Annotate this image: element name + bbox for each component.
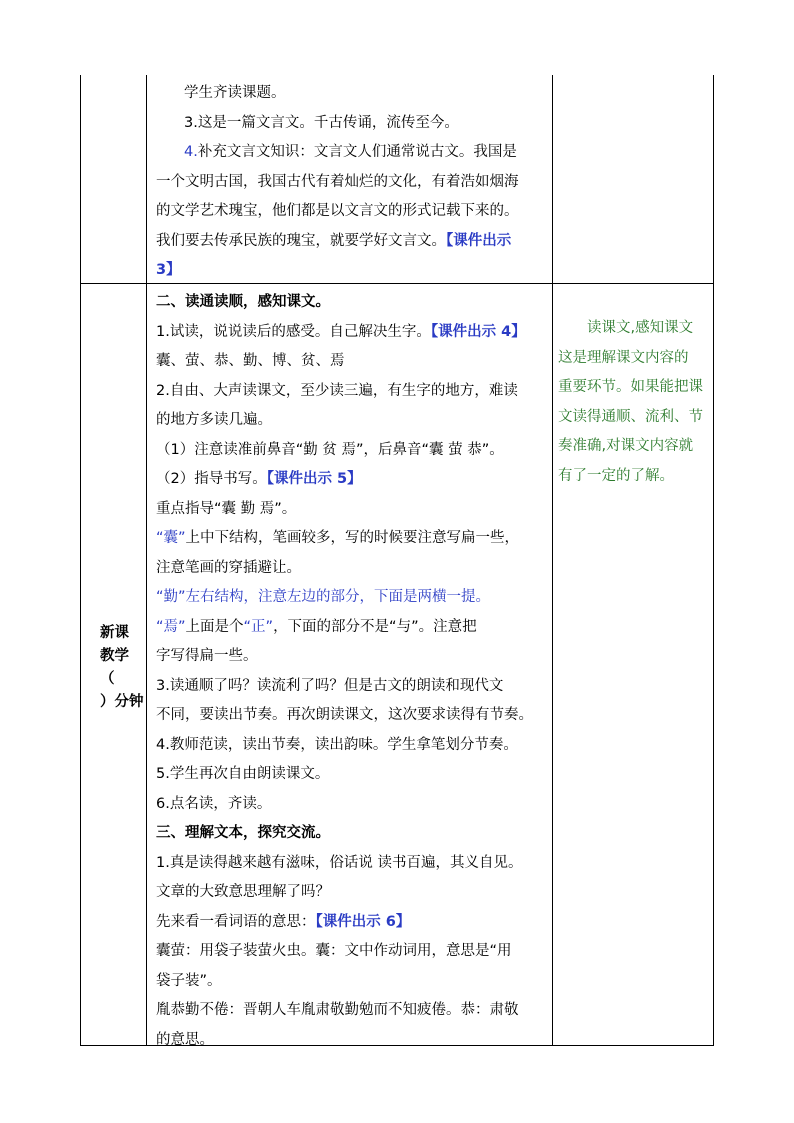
text-span: 的地方多读几遍。 — [156, 412, 272, 428]
text-span: 1.试读，说说读后的感受。自己解决生字。 — [156, 323, 431, 340]
text-span: “勤”左右结构，注意左边的部分，下面是两横一提。 — [156, 589, 491, 605]
text-span: 的文学艺术瑰宝，他们都是以文言文的形式记载下来的。 — [156, 203, 519, 219]
text-span: （1）注意读准前鼻音“勤 贫 焉”，后鼻音“囊 萤 恭”。 — [156, 441, 504, 458]
text-line — [156, 377, 556, 407]
text-line — [156, 760, 556, 790]
text-span: 囊、萤、恭、勤、博、贫、焉 — [156, 353, 345, 369]
text-span: 学生齐读课题。 — [184, 85, 286, 101]
text-span: 3】 — [156, 262, 181, 278]
text-line — [156, 168, 556, 198]
text-line — [156, 790, 556, 820]
section-label-line: 新课 — [100, 625, 129, 641]
text-line — [156, 967, 556, 997]
text-line — [156, 849, 556, 879]
text-line — [156, 465, 556, 495]
text-line — [156, 495, 556, 525]
text-span: 5.学生再次自由朗读课文。 — [156, 766, 330, 782]
text-span: 胤恭勤不倦：晋朝人车胤肃敬勤勉而不知疲倦。恭：肃敬 — [156, 1002, 519, 1018]
text-line — [156, 79, 556, 109]
text-line — [156, 642, 556, 672]
text-span: 字写得扁一些。 — [156, 648, 258, 664]
text-span: 【课件出示 4】 — [430, 323, 526, 340]
text-line — [156, 701, 556, 731]
text-line — [156, 197, 556, 227]
section-label-line: ）分钟 — [100, 694, 144, 710]
text-line — [156, 109, 556, 139]
table-border-left — [80, 75, 81, 1046]
text-line — [156, 819, 556, 849]
text-line — [156, 908, 556, 938]
text-span: 2.自由、大声读课文，至少读三遍，有生字的地方，难读 — [156, 382, 518, 399]
text-span: ，下面的部分不是“与”。注意把 — [273, 618, 477, 635]
text-line — [156, 554, 556, 584]
text-line — [156, 613, 556, 643]
text-span: 3.读通顺了吗？读流利了吗？但是古文的朗读和现代文 — [156, 677, 504, 694]
text-span: 先来看一看词语的意思： — [156, 913, 316, 930]
note-line: 重要环节。如果能把课 — [558, 379, 703, 395]
text-span: 注意笔画的穿插避让。 — [156, 559, 301, 576]
text-span: （2）指导书写。 — [156, 471, 267, 487]
text-line — [156, 436, 556, 466]
text-span: 我们要去传承民族的瑰宝，就要学好文言文。 — [156, 232, 446, 249]
text-line — [156, 937, 556, 967]
text-line — [156, 347, 556, 377]
text-span: “囊” — [156, 530, 186, 546]
text-span: 【课件出示 5】 — [266, 471, 362, 487]
lesson-plan-table — [80, 75, 714, 1046]
text-span: 4.教师范读，读出节奏，读出韵味。学生拿笔划分节奏。 — [156, 736, 518, 753]
text-line — [156, 583, 556, 613]
text-span: 上中下结构，笔画较多，写的时候要注意写扁一些， — [185, 530, 520, 546]
text-line — [156, 878, 556, 908]
row1-content-cell — [156, 79, 556, 286]
text-span: 三、理解文本，探究交流。 — [156, 825, 330, 841]
note-line: 这是理解课文内容的 — [558, 349, 689, 366]
text-span: 的意思。 — [156, 1031, 214, 1048]
text-span: 重点指导“囊 勤 焉”。 — [156, 500, 297, 517]
text-line — [156, 672, 556, 702]
note-line: 读课文,感知课文 — [558, 320, 694, 336]
text-span: “正” — [243, 618, 274, 635]
row2-content-cell — [156, 288, 556, 1055]
section-label-line: 教学 — [100, 648, 129, 664]
note-line: 有了一定的了解。 — [558, 467, 674, 484]
text-line — [156, 288, 556, 318]
text-line — [156, 1026, 556, 1056]
text-span: “焉” — [156, 618, 186, 635]
text-span: 1.真是读得越来越有滋味，俗话说 读书百遍，其义自见。 — [156, 854, 523, 871]
text-span: 一个文明古国，我国古代有着灿烂的文化，有着浩如烟海 — [156, 173, 519, 190]
text-line — [156, 138, 556, 168]
text-span: 上面是个 — [185, 618, 244, 635]
teaching-note — [558, 314, 718, 491]
text-span: 【课件出示 — [446, 232, 512, 249]
text-span: 囊萤：用袋子装萤火虫。囊：文中作动词用，意思是“用 — [156, 943, 512, 959]
text-line — [156, 227, 556, 257]
section-label — [100, 622, 146, 714]
text-line — [156, 256, 556, 286]
section-label-line: （ — [100, 671, 115, 687]
text-line — [156, 731, 556, 761]
text-line — [156, 318, 556, 348]
table-col-divider-1 — [146, 75, 147, 1046]
text-span: 3.这是一篇文言文。千古传诵，流传至今。 — [184, 114, 459, 131]
text-line — [156, 524, 556, 554]
text-span: 4. — [184, 144, 198, 160]
text-span: 文章的大致意思理解了吗？ — [156, 884, 330, 900]
table-border-right — [713, 75, 714, 1046]
note-line: 文读得通顺、流利、节 — [558, 408, 703, 425]
text-span: 二、读通读顺，感知课文。 — [156, 294, 330, 310]
text-span: 不同，要读出节奏。再次朗读课文，这次要求读得有节奏。 — [156, 707, 533, 723]
text-span: 补充文言文知识：文言文人们通常说古文。我国是 — [197, 144, 517, 160]
text-span: 袋子装”。 — [156, 972, 222, 989]
text-line — [156, 406, 556, 436]
note-line: 奏准确,对课文内容就 — [558, 438, 694, 454]
text-span: 【课件出示 6】 — [315, 913, 411, 930]
text-line — [156, 996, 556, 1026]
text-span: 6.点名读，齐读。 — [156, 795, 272, 812]
